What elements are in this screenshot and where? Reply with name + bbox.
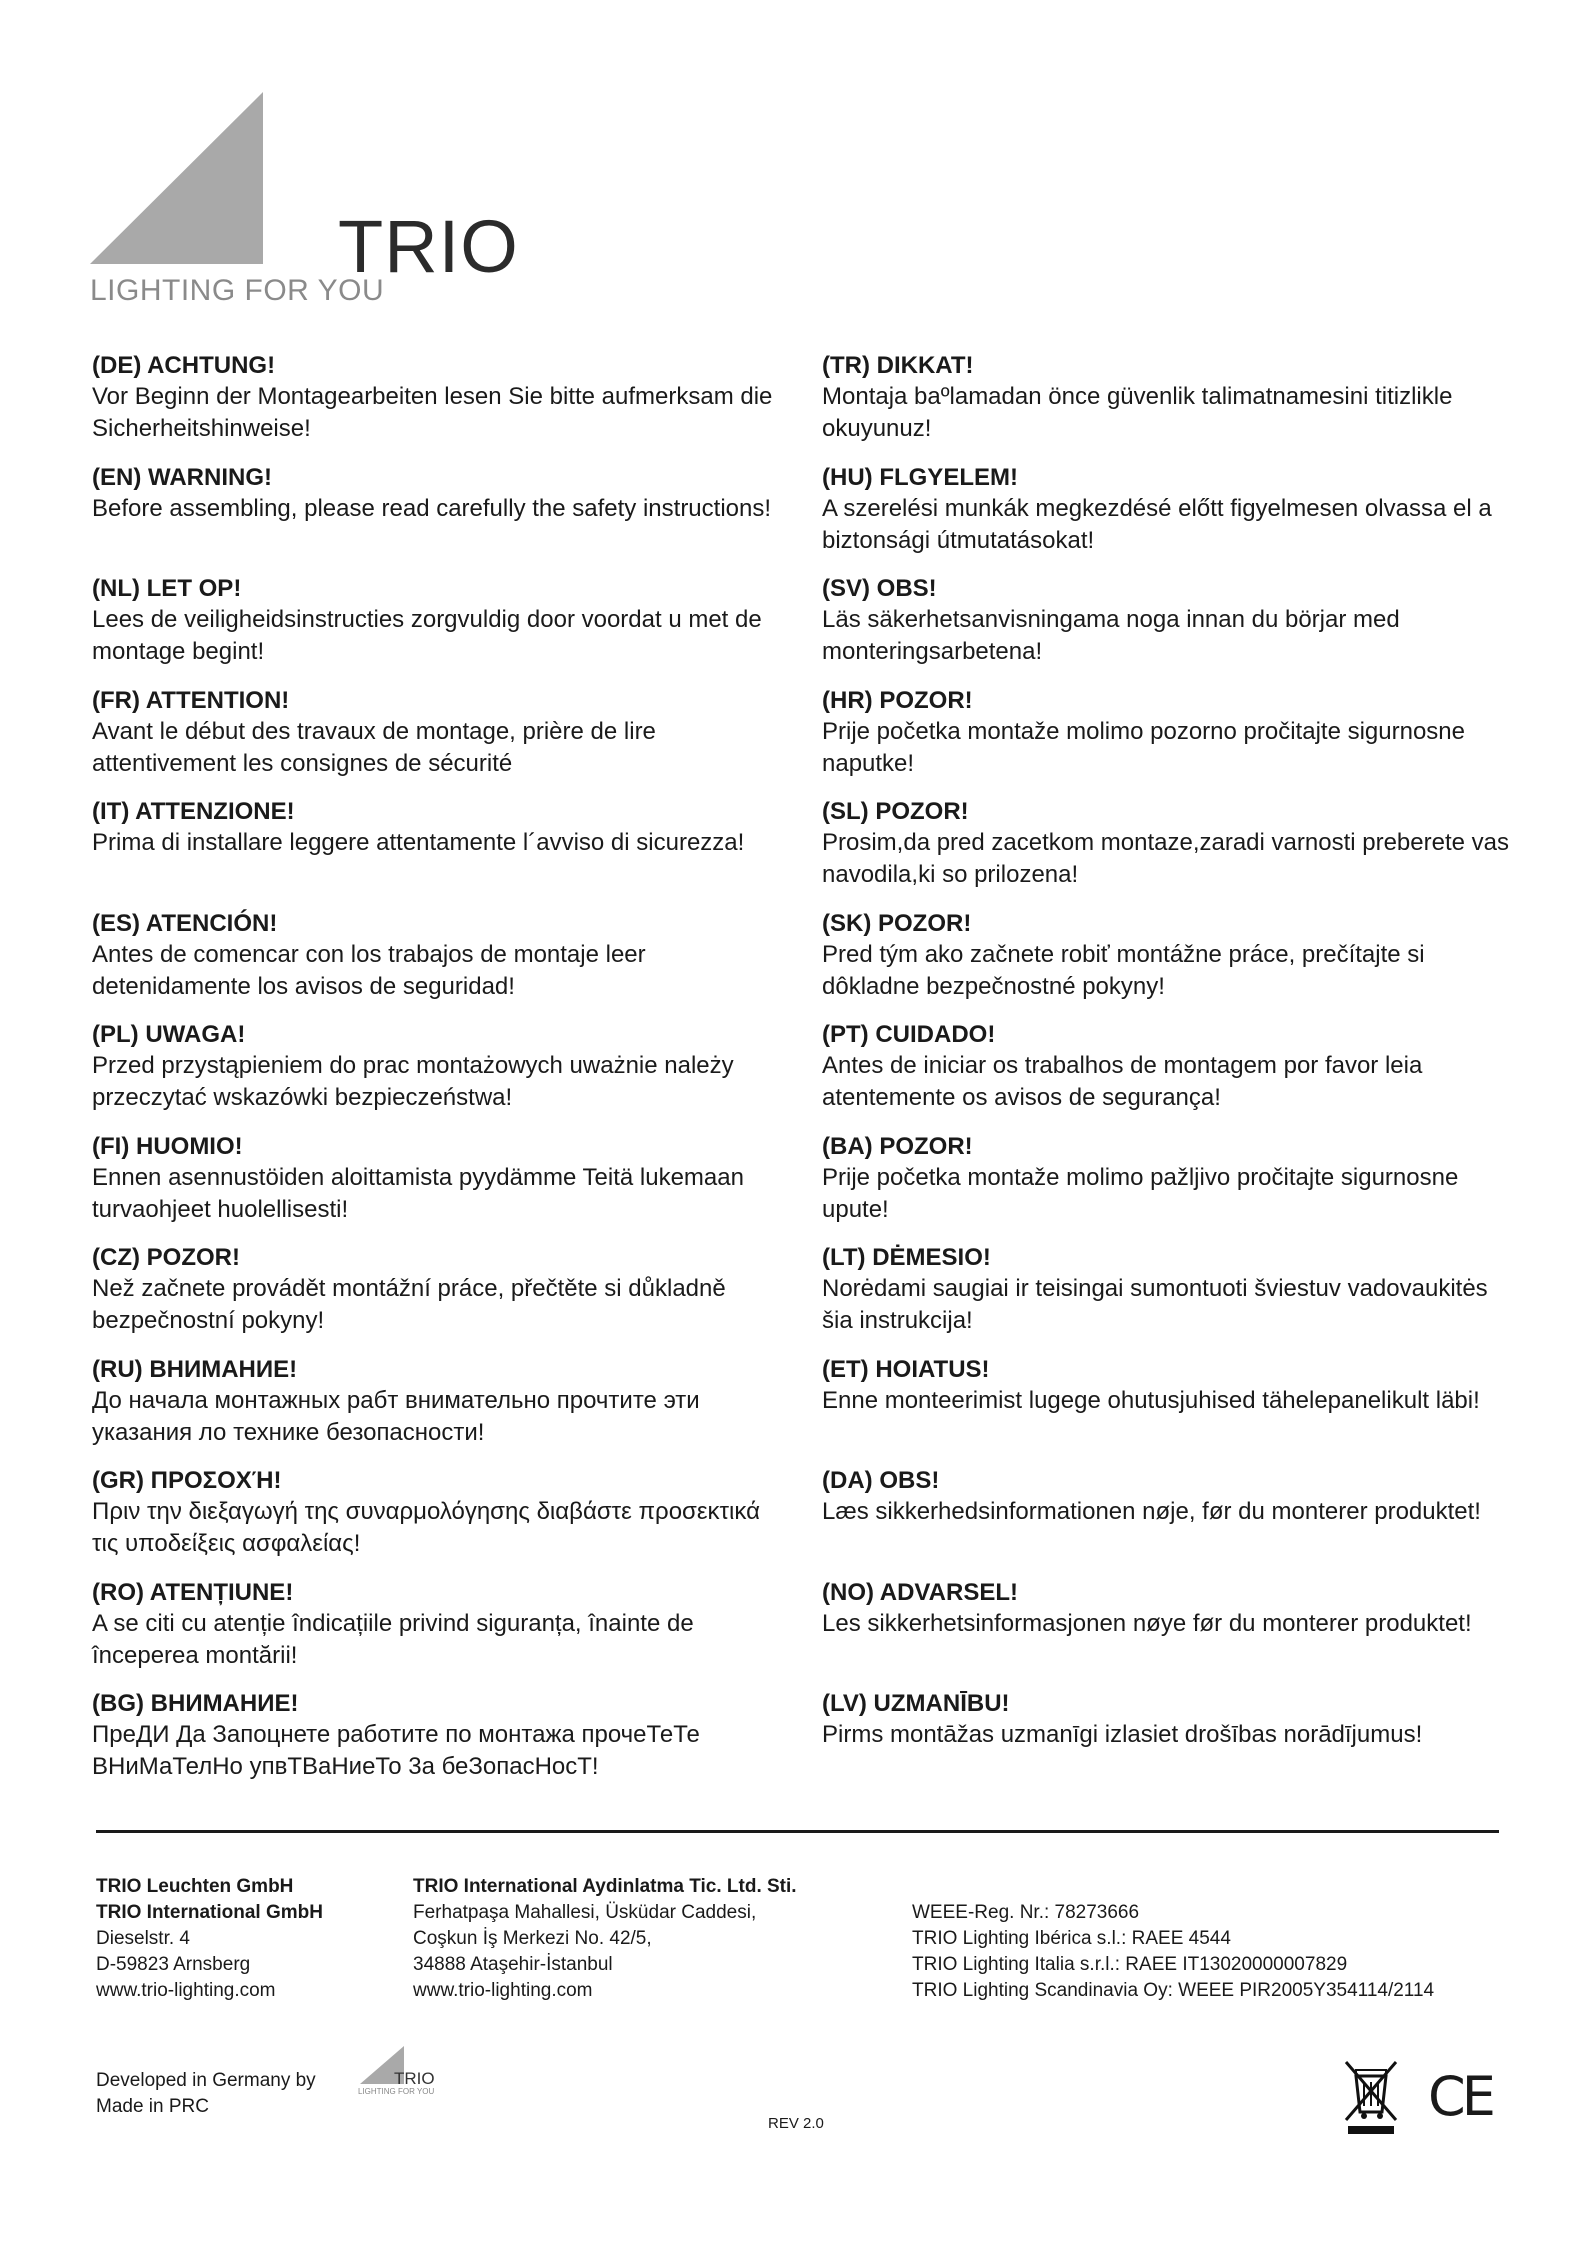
warning-title: (ES) ATENCIÓN! [92,909,278,937]
warning-text: Prima di installare leggere attentamente l´avviso di sicurezza! [92,829,745,856]
warning-title: (SV) OBS! [822,575,937,602]
warning-sk [822,908,1522,1020]
warning-text: Norėdami saugiai ir teisingai sumontuoti šviestuv vadovaukitės šia instrukcija! [822,1275,1488,1334]
weee-line: WEEE-Reg. Nr.: 78273666 [912,1902,1140,1923]
warning-en [92,462,792,574]
company-name: TRIO International Aydinlatma Tic. Ltd. Sti. [413,1876,797,1897]
warning-title: (DA) OBS! [822,1467,940,1494]
warning-title: (BG) ВНИМАНИЕ! [92,1690,299,1717]
warning-text: До начала монтажных рабт внимательно прочтите эти указания ло технике безопасности! [92,1386,700,1446]
warnings-right-column [822,350,1522,1800]
warning-hu [822,462,1522,574]
warning-text: Než začnete provádět montážní práce, přečtěte si důkladně bezpečnostní pokyny! [92,1275,726,1334]
warning-title: (BA) POZOR! [822,1132,973,1160]
warning-es [92,908,792,1020]
origin-info [96,2068,316,2120]
weee-line: TRIO Lighting Italia s.r.l.: RAEE IT13020000007829 [912,1954,1348,1975]
company-name: TRIO International GmbH [96,1902,323,1923]
small-logo-triangle-icon [354,2044,444,2104]
warning-text: Avant le début des travaux de montage, prière de lire attentivement les consignes de sécurité [92,717,656,777]
ce-mark-icon: CE [1428,2065,1492,2128]
warning-text: Les sikkerhetsinformasjonen nøye før du monterer produktet! [822,1609,1472,1637]
warning-bg [92,1688,792,1800]
warning-cz [92,1242,792,1354]
warning-lv [822,1688,1522,1800]
warning-text: A se citi cu atenție îndicațiile privind siguranța, înainte de începerea montării! [92,1609,694,1669]
warning-gr [92,1465,792,1577]
address-line: D-59823 Arnsberg [96,1954,251,1975]
warning-text: Before assembling, please read carefully the safety instructions! [92,494,772,522]
weee-line: TRIO Lighting Ibérica s.l.: RAEE 4544 [912,1928,1231,1949]
warning-text: Vor Beginn der Montagearbeiten lesen Sie bitte aufmerksam die Sicherheitshinweise! [92,383,773,442]
warning-title: (EN) WARNING! [92,463,272,491]
warning-pl [92,1019,792,1131]
address-line: 34888 Ataşehir-İstanbul [413,1954,613,1975]
footer-divider [96,1830,1499,1833]
warning-et [822,1354,1522,1466]
warning-title: (GR) ΠΡΟΣΟΧΉ! [92,1467,282,1494]
logo-brand: TRIO [338,205,519,288]
warning-hr [822,685,1522,797]
address-trio-international [413,1874,797,2004]
warning-it [92,796,792,908]
warning-tr [822,350,1522,462]
warning-title: (SK) POZOR! [822,909,972,937]
warning-title: (ET) HOIATUS! [822,1355,990,1383]
warning-text: Lees de veiligheidsinstructies zorgvuldig door voordat u met de montage begint! [92,606,762,665]
warning-title: (HU) FLGYELEM! [822,463,1018,491]
warning-title: (IT) ATTENZIONE! [92,798,295,825]
company-name: TRIO Leuchten GmbH [96,1876,294,1897]
warning-no [822,1577,1522,1689]
warning-sl [822,796,1522,908]
warning-text: Pirms montāžas uzmanīgi izlasiet drošības norādījumus! [822,1721,1423,1748]
weee-line: TRIO Lighting Scandinavia Oy: WEEE PIR2005Y354114/2114 [912,1980,1435,2001]
address-line: Dieselstr. 4 [96,1928,190,1949]
developed-text: Developed in Germany by [96,2070,316,2091]
warning-fi [92,1131,792,1243]
warning-title: (DE) ACHTUNG! [92,352,276,379]
warning-title: (NO) ADVARSEL! [822,1578,1018,1606]
warning-text: Prije početka montaže molimo pažljivo pročitajte sigurnosne upute! [822,1163,1459,1223]
warning-title: (RO) ATENȚIUNE! [92,1578,294,1606]
warning-lt [822,1242,1522,1354]
warning-title: (HR) POZOR! [822,686,973,714]
website-text: www.trio-lighting.com [413,1980,593,2001]
warning-text: Ennen asennustöiden aloittamista pyydämme Teitä lukemaan turvaohjeet huolellisesti! [92,1163,744,1223]
made-text: Made in PRC [96,2096,209,2117]
warning-title: (RU) ВНИМАНИЕ! [92,1355,298,1383]
warning-ba [822,1131,1522,1243]
warning-title: (PL) UWAGA! [92,1021,246,1048]
small-logo-tagline: LIGHTING FOR YOU [358,2087,435,2096]
warning-text: Prosim,da pred zacetkom montaze,zaradi varnosti preberete vas navodila,ki so prilozena! [822,829,1509,888]
warning-sv [822,573,1522,685]
small-logo-brand: TRIO [394,2069,435,2088]
logo-tagline: LIGHTING FOR YOU [90,274,385,307]
address-line: Ferhatpaşa Mahallesi, Üsküdar Caddesi, [413,1902,757,1923]
warning-da [822,1465,1522,1577]
warning-text: Przed przystąpieniem do prac montażowych uważnie należy przeczytać wskazówki bezpieczeństwa! [92,1052,734,1111]
warning-text: Enne monteerimist lugege ohutusjuhised tähelepanelikult läbi! [822,1386,1480,1414]
warning-title: (LT) DĖMESIO! [822,1244,991,1271]
warning-text: A szerelési munkák megkezdésé előtt figyelmesen olvassa el a biztonsági útmutatásokat! [822,494,1492,554]
warning-text: ПреДИ Да Запоцнете работите по монтажа прочеТеТе ВНиМаТелНо упвТВаНиеТо 3а беЗопасНосТ! [92,1721,700,1780]
warning-title: (SL) POZOR! [822,798,969,825]
warning-nl [92,573,792,685]
warning-title: (FI) HUOMIO! [92,1132,243,1160]
revision-label: REV 2.0 [768,2115,824,2132]
trio-logo [88,88,519,308]
warning-title: (PT) CUIDADO! [822,1021,996,1048]
crossed-bin-icon [1342,2058,1400,2136]
warning-de [92,350,792,462]
warning-ru [92,1354,792,1466]
warning-pt [822,1019,1522,1131]
address-trio-leuchten [96,1874,323,2004]
warning-text: Antes de iniciar os trabalhos de montagem por favor leia atentemente os avisos de segurança! [822,1052,1423,1111]
warning-fr [92,685,792,797]
address-line: Coşkun İş Merkezi No. 42/5, [413,1928,652,1949]
warning-ro [92,1577,792,1689]
warning-title: (CZ) POZOR! [92,1244,240,1271]
warning-text: Pred tým ako začnete robiť montážne práce, prečítajte si dôkladne bezpečnostné pokyny! [822,940,1425,1000]
warning-title: (FR) ATTENTION! [92,686,290,714]
warning-text: Prije početka montaže molimo pozorno pročitajte sigurnosne naputke! [822,717,1465,777]
warning-text: Montaja baºlamadan önce güvenlik talimatnamesini titizlikle okuyunuz! [822,383,1453,442]
warning-text: Læs sikkerhedsinformationen nøje, før du monterer produktet! [822,1498,1481,1525]
warning-title: (LV) UZMANĪBU! [822,1690,1010,1717]
warning-title: (NL) LET OP! [92,575,242,602]
website-text: www.trio-lighting.com [96,1980,276,2001]
warnings-left-column [92,350,792,1800]
warning-text: Läs säkerhetsanvisningama noga innan du börjar med monteringsarbetena! [822,606,1400,665]
warning-title: (TR) DIKKAT! [822,352,974,379]
small-trio-logo [354,2044,444,2104]
warning-text: Antes de comencar con los trabajos de montaje leer detenidamente los avisos de seguridad! [92,940,646,1000]
warning-text: Πριν την διεξαγωγή της συναρμολόγησης διαβάστε προσεκτικά τις υποδείξεις ασφαλείας! [92,1498,760,1557]
weee-registrations [912,1900,1434,2004]
